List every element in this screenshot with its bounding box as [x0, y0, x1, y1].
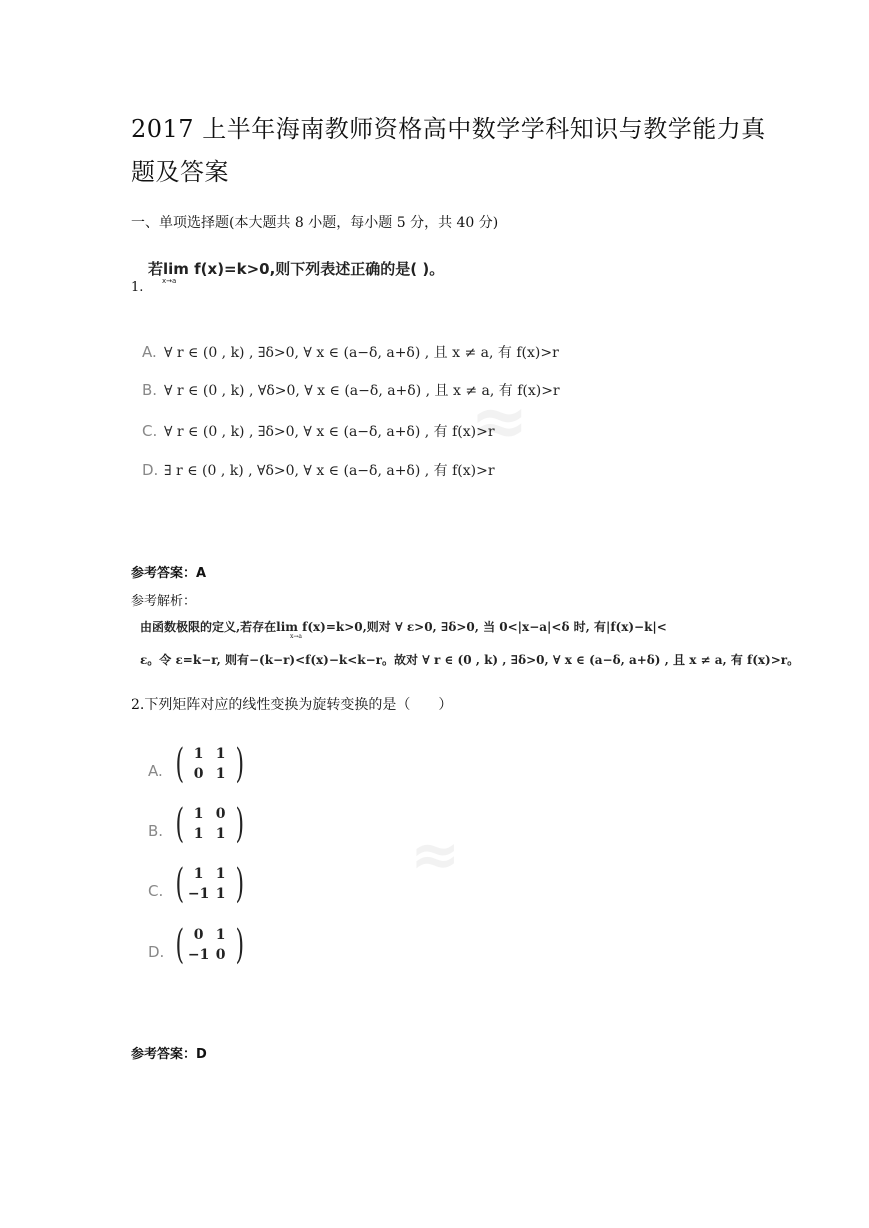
section-heading: 一、单项选择题(本大题共 8 小题，每小题 5 分，共 40 分) [131, 215, 499, 231]
q2-option-a [148, 741, 247, 787]
right-paren-icon: ) [235, 861, 244, 907]
right-paren-icon: ) [235, 801, 244, 847]
left-paren-icon: ( [175, 922, 185, 968]
watermark-graphic: ≈ [470, 380, 529, 462]
matrix-cell: 0 [193, 766, 204, 782]
q2-option-b [148, 801, 247, 847]
matrix-cell: 0 [193, 927, 204, 943]
right-paren-icon: ) [235, 922, 244, 968]
matrix-cell: 1 [193, 746, 204, 762]
matrix-cell: −1 [187, 947, 210, 963]
matrix [172, 741, 247, 787]
document-title-line1: 2017 上半年海南教师资格高中数学学科知识与教学能力真 [131, 115, 766, 143]
matrix-cell: 1 [215, 927, 226, 943]
option-letter: D. [142, 461, 159, 479]
q2-option-d [148, 922, 247, 968]
right-paren-icon: ) [235, 741, 244, 787]
q2-stem: 2.下列矩阵对应的线性变换为旋转变换的是（ ） [131, 697, 453, 713]
left-paren-icon: ( [175, 741, 185, 787]
q1-option-d [142, 460, 495, 480]
option-text: ∀ r ∈ (0 , k) , ∃δ>0, ∀ x ∈ (a−δ, a+δ) , 且 x ≠ a, 有 f(x)>r [164, 345, 559, 361]
option-letter: B. [148, 822, 164, 840]
matrix-cell: 0 [215, 806, 226, 822]
option-letter: B. [142, 381, 158, 399]
left-paren-icon: ( [175, 861, 185, 907]
matrix-cell: 1 [193, 806, 204, 822]
q1-answer: 参考答案：A [131, 566, 207, 581]
matrix [172, 861, 247, 907]
q1-analysis-label: 参考解析： [131, 594, 197, 609]
q1-analysis-line1 [140, 618, 667, 635]
matrix-cell: 1 [193, 866, 204, 882]
option-letter: A. [142, 343, 157, 361]
matrix-cell: 1 [215, 746, 226, 762]
option-text: ∀ r ∈ (0 , k) , ∃δ>0, ∀ x ∈ (a−δ, a+δ) , 有 f(x)>r [164, 424, 495, 440]
option-letter: A. [148, 762, 163, 780]
matrix-cell: 1 [215, 766, 226, 782]
q1-stem [148, 258, 445, 285]
matrix-cell: 1 [215, 826, 226, 842]
matrix [172, 922, 247, 968]
matrix-cell: 0 [215, 947, 226, 963]
option-text: ∀ r ∈ (0 , k) , ∀δ>0, ∀ x ∈ (a−δ, a+δ) , 且 x ≠ a, 有 f(x)>r [164, 383, 560, 399]
option-text: ∃ r ∈ (0 , k) , ∀δ>0, ∀ x ∈ (a−δ, a+δ) , 有 f(x)>r [164, 463, 495, 479]
option-letter: D. [148, 943, 165, 961]
matrix-cell: −1 [187, 886, 210, 902]
q1-analysis-limit-subscript: x→a [290, 633, 302, 640]
option-letter: C. [142, 422, 158, 440]
analysis-text: 由函数极限的定义,若存在lim f(x)=k>0,则对 ∀ ε>0, ∃δ>0, 当 0<|x−a|<δ 时, 有|f(x)−k|< [140, 620, 667, 634]
matrix [172, 801, 247, 847]
matrix-cell: 1 [193, 826, 204, 842]
q1-analysis-line2: ε。令 ε=k−r, 则有−(k−r)<f(x)−k<k−r。故对 ∀ r ∈ (0 , k) , ∃δ>0, ∀ x ∈ (a−δ, a+δ) , 且 x ≠ a, 有 f(x)>r。 [140, 653, 800, 667]
q1-stem-text: 若lim f(x)=k>0,则下列表述正确的是( )。 [148, 260, 445, 278]
matrix-cell: 1 [215, 866, 226, 882]
matrix-cell: 1 [215, 886, 226, 902]
q1-stem-limit-subscript: x→a [162, 277, 177, 285]
watermark-graphic: ≈ [410, 820, 461, 890]
option-letter: C. [148, 882, 164, 900]
left-paren-icon: ( [175, 801, 185, 847]
q1-number: 1. [131, 280, 144, 295]
q1-option-a [142, 342, 559, 362]
q1-option-c [142, 421, 495, 441]
document-title-line2: 题及答案 [131, 158, 229, 186]
q2-option-c [148, 861, 247, 907]
q2-answer: 参考答案：D [131, 1047, 207, 1062]
